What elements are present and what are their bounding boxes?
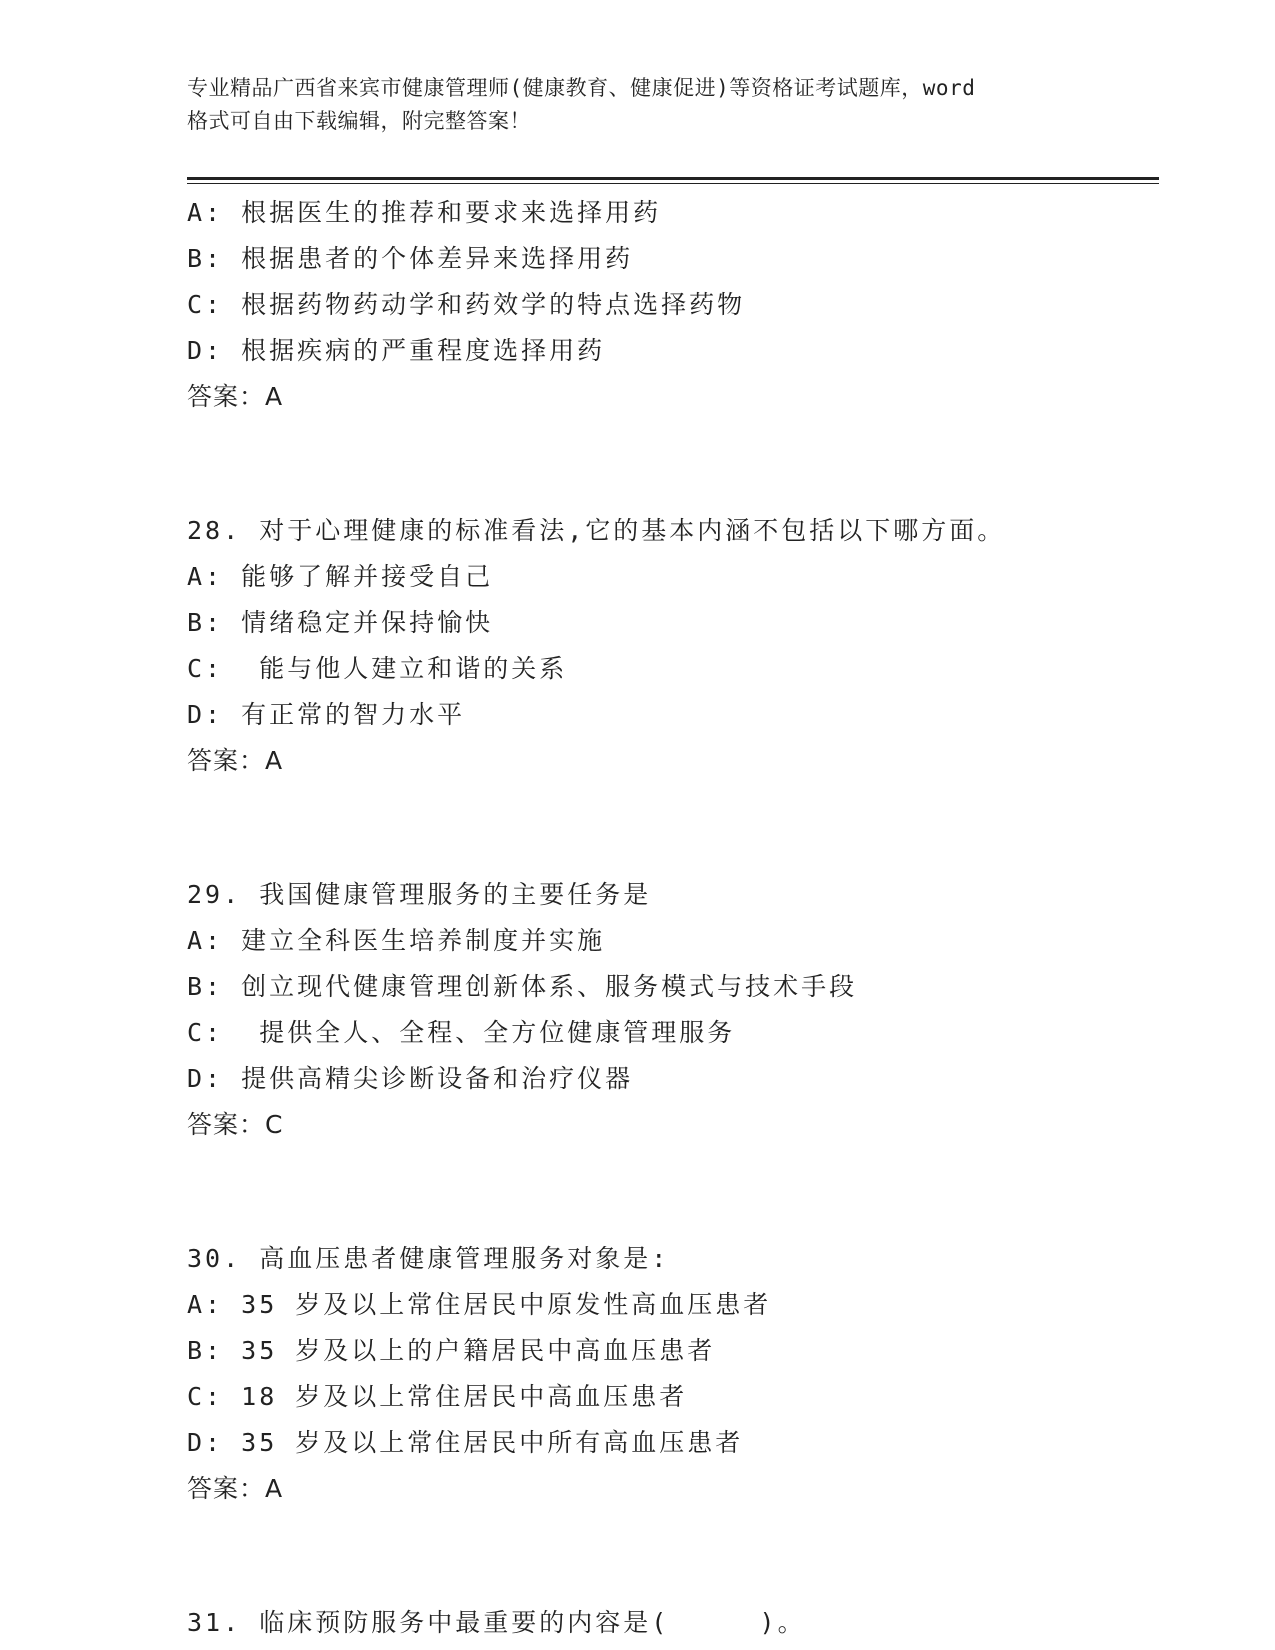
question-text: 30. 高血压患者健康管理服务对象是: bbox=[187, 1244, 670, 1273]
header-line-2: 格式可自由下载编辑，附完整答案！ bbox=[187, 109, 531, 133]
header-line-1: 专业精品广西省来宾市健康管理师(健康教育、健康促进)等资格证考试题库，word bbox=[187, 76, 976, 100]
document-header bbox=[187, 72, 1097, 138]
option-d: D: 35 岁及以上常住居民中所有高血压患者 bbox=[187, 1428, 744, 1457]
header-rule-thin bbox=[187, 183, 1159, 184]
option-a: A: 根据医生的推荐和要求来选择用药 bbox=[187, 198, 662, 227]
option-b: B: 创立现代健康管理创新体系、服务模式与技术手段 bbox=[187, 972, 858, 1001]
question-text: 28. 对于心理健康的标准看法,它的基本内涵不包括以下哪方面。 bbox=[187, 516, 1006, 545]
option-b: B: 35 岁及以上的户籍居民中高血压患者 bbox=[187, 1336, 716, 1365]
option-b: B: 情绪稳定并保持愉快 bbox=[187, 608, 494, 637]
option-a: A: 能够了解并接受自己 bbox=[187, 562, 494, 591]
question-30 bbox=[187, 1236, 1167, 1512]
option-c: C: 18 岁及以上常住居民中高血压患者 bbox=[187, 1382, 688, 1411]
option-c: C: 根据药物药动学和药效学的特点选择药物 bbox=[187, 290, 746, 319]
question-text: 31. 临床预防服务中最重要的内容是( )。 bbox=[187, 1608, 806, 1637]
option-d: D: 提供高精尖诊断设备和治疗仪器 bbox=[187, 1064, 634, 1093]
option-d: D: 根据疾病的严重程度选择用药 bbox=[187, 336, 606, 365]
answer: 答案：C bbox=[187, 1110, 284, 1139]
answer: 答案：A bbox=[187, 1474, 284, 1503]
header-rule-thick bbox=[187, 177, 1159, 180]
option-a: A: 35 岁及以上常住居民中原发性高血压患者 bbox=[187, 1290, 772, 1319]
option-b: B: 根据患者的个体差异来选择用药 bbox=[187, 244, 634, 273]
question-28 bbox=[187, 508, 1167, 784]
question-list bbox=[187, 190, 1167, 1646]
question-text: 29. 我国健康管理服务的主要任务是 bbox=[187, 880, 652, 909]
question-29 bbox=[187, 872, 1167, 1148]
option-c: C: 提供全人、全程、全方位健康管理服务 bbox=[187, 1018, 736, 1047]
answer: 答案：A bbox=[187, 746, 284, 775]
option-d: D: 有正常的智力水平 bbox=[187, 700, 466, 729]
option-c: C: 能与他人建立和谐的关系 bbox=[187, 654, 568, 683]
answer: 答案：A bbox=[187, 382, 284, 411]
question-27 bbox=[187, 190, 1167, 420]
question-31 bbox=[187, 1600, 1167, 1646]
option-a: A: 建立全科医生培养制度并实施 bbox=[187, 926, 606, 955]
